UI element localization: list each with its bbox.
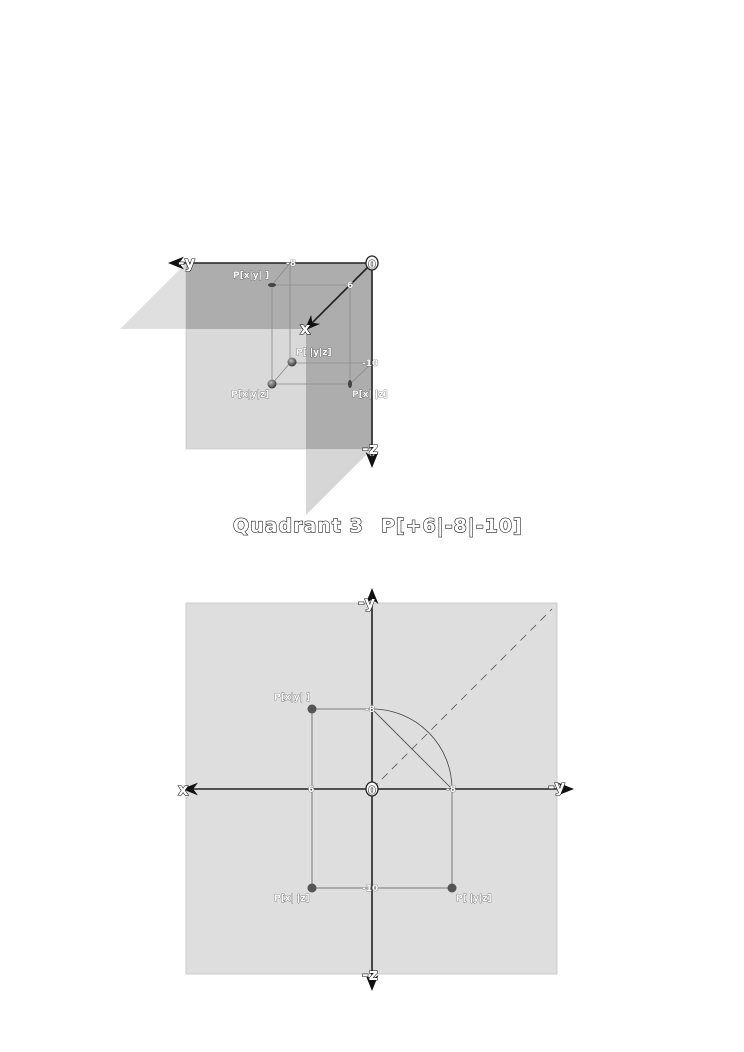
tick-x: 6	[347, 281, 354, 291]
point-xyz	[268, 380, 277, 389]
tick-z: -10	[362, 359, 379, 369]
point-title: P[+6|-8|-10]	[381, 515, 523, 537]
label-point-xz-2d: P[x| |z]	[274, 894, 310, 904]
point-xz	[348, 380, 352, 388]
point-yz-2d	[448, 884, 457, 893]
tick-z-bottom: -10	[362, 884, 379, 894]
axis-label-bottom: -z	[362, 965, 378, 984]
view-3d	[120, 253, 388, 515]
point-yz	[288, 358, 297, 367]
label-point-xz: P[x| |z]	[352, 390, 388, 400]
z-axis-label: -z	[362, 439, 378, 458]
label-point-xy: P[x|y| ]	[233, 271, 270, 281]
label-point-yz-2d: P[ |y|z]	[456, 894, 492, 904]
tick-y: -8	[286, 259, 296, 269]
tick-x-left: 6	[308, 785, 315, 795]
view-2d	[178, 593, 566, 984]
label-point-xyz: P[x|y|z]	[231, 390, 270, 400]
point-xz-2d	[308, 884, 317, 893]
quadrant-title: Quadrant 3	[233, 515, 364, 537]
axis-label-left: x	[178, 780, 189, 799]
tick-y-top: -8	[365, 705, 375, 715]
x-axis-label: x	[300, 319, 311, 338]
point-xy-2d	[308, 705, 317, 714]
tick-y-right: -8	[446, 785, 456, 795]
axis-label-top: -y	[358, 593, 376, 612]
origin-label: 0	[368, 258, 376, 271]
label-point-yz: P[ |y|z]	[296, 348, 332, 358]
origin-label-2d: 0	[368, 784, 376, 797]
y-axis-label: -y	[178, 253, 196, 272]
label-point-xy-2d: P[x|y| ]	[274, 693, 311, 703]
point-xy	[268, 283, 276, 287]
axis-label-right: -y	[548, 777, 566, 796]
